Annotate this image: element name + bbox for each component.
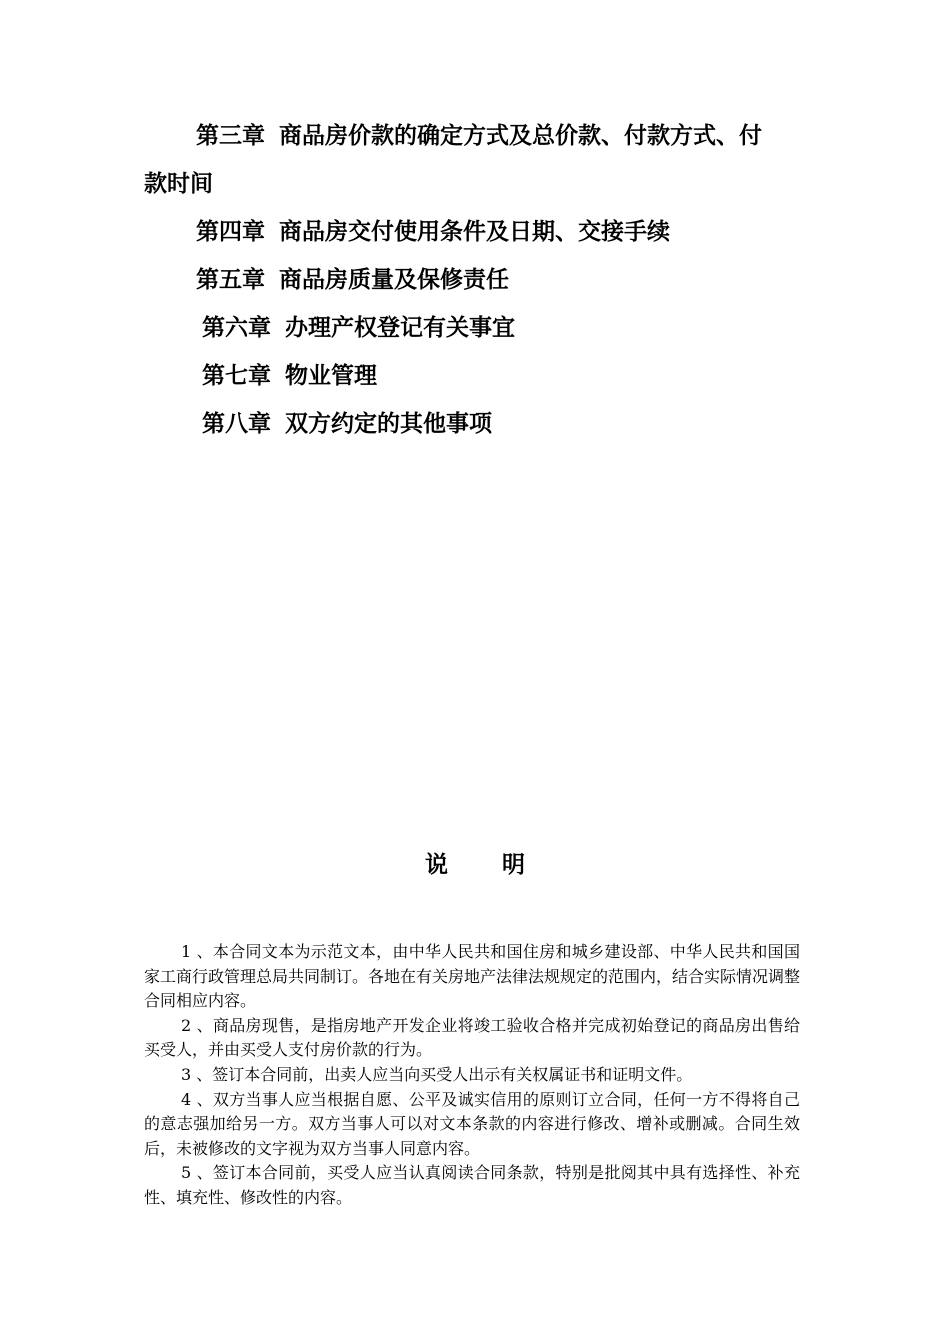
notes-heading-text: 说明	[425, 852, 579, 878]
toc-chapter-number: 第四章	[196, 219, 265, 245]
toc-chapter-7	[144, 352, 804, 400]
toc-chapter-title: 商品房价款的确定方式及总价款、付款方式、付	[279, 123, 762, 149]
toc-chapter-title: 办理产权登记有关事宜	[285, 315, 515, 341]
toc-chapter-title: 物业管理	[285, 363, 377, 389]
note-item-1: 1 、本合同文本为示范文本，由中华人民共和国住房和城乡建设部、中华人民共和国国家工商行政管理总局共同制订。各地在有关房地产法律法规规定的范围内，结合实际情况调整合同相应内容。	[144, 942, 801, 1011]
toc-chapter-number: 第六章	[202, 315, 271, 341]
notes-body	[144, 940, 800, 1211]
note-item-2: 2 、商品房现售，是指房地产开发企业将竣工验收合格并完成初始登记的商品房出售给买受人，并由买受人支付房价款的行为。	[144, 1015, 800, 1060]
note-item-5: 5 、签订本合同前，买受人应当认真阅读合同条款，特别是批阅其中具有选择性、补充性、填充性、修改性的内容。	[144, 1163, 800, 1207]
toc-chapter-title-continued: 款时间	[144, 171, 213, 197]
toc-chapter-5	[144, 256, 804, 304]
toc-chapter-number: 第三章	[196, 123, 265, 149]
notes-heading	[0, 845, 950, 885]
toc-chapter-4	[144, 208, 804, 256]
toc-chapter-3	[144, 112, 804, 160]
toc-chapter-title: 双方约定的其他事项	[285, 411, 492, 437]
toc-chapter-number: 第五章	[196, 267, 265, 293]
note-item-4: 4 、双方当事人应当根据自愿、公平及诚实信用的原则订立合同，任何一方不得将自己的意志强加给另一方。双方当事人可以对文本条款的内容进行修改、增补或删减。合同生效后，未被修改的文字视为双方当事人同意内容。	[144, 1089, 800, 1158]
toc-chapter-number: 第七章	[202, 363, 271, 389]
note-item-3: 3 、签订本合同前，出卖人应当向买受人出示有关权属证书和证明文件。	[181, 1064, 693, 1084]
toc-chapter-3-continued	[144, 160, 804, 208]
toc-chapter-title: 商品房质量及保修责任	[279, 267, 509, 293]
toc-chapter-number: 第八章	[202, 411, 271, 437]
table-of-contents	[144, 112, 804, 448]
toc-chapter-title: 商品房交付使用条件及日期、交接手续	[279, 219, 670, 245]
toc-chapter-8	[144, 400, 804, 448]
toc-chapter-6	[144, 304, 804, 352]
